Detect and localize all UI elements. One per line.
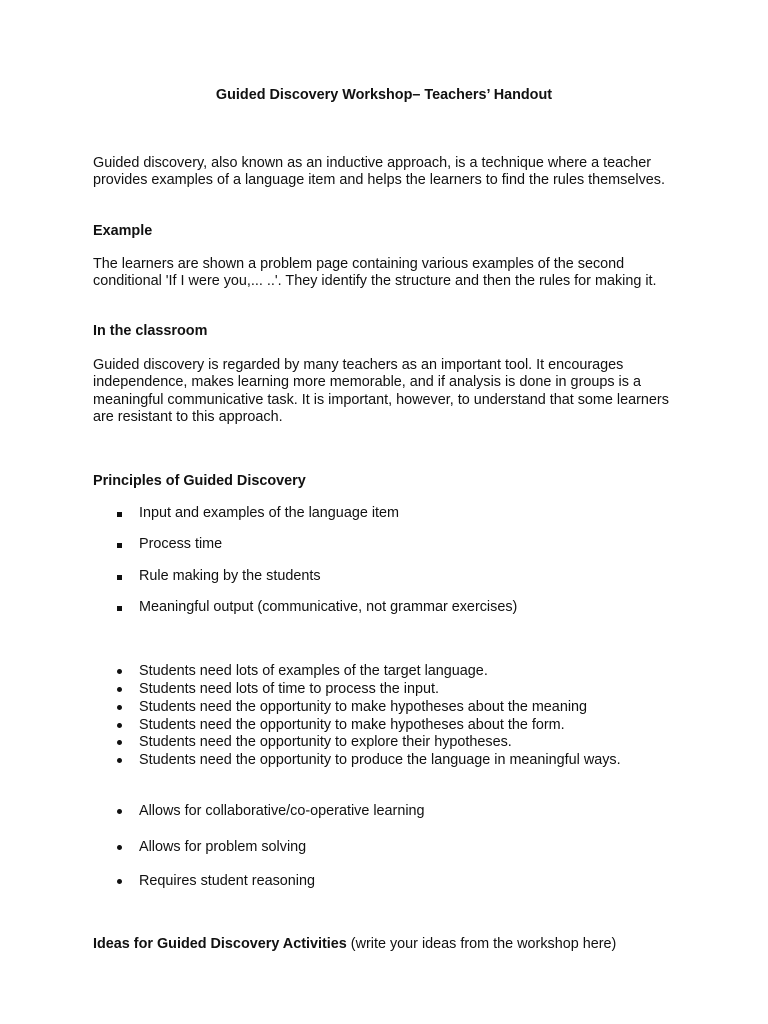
round-bullet-icon — [117, 669, 122, 674]
page-title: Guided Discovery Workshop– Teachers’ Handout — [215, 87, 553, 103]
principles-heading: Principles of Guided Discovery — [93, 473, 306, 489]
classroom-heading: In the classroom — [93, 323, 208, 339]
round-bullet-icon — [117, 740, 122, 745]
round-bullet-icon — [117, 687, 122, 692]
square-bullet-icon — [117, 543, 122, 548]
round-bullet-icon — [117, 705, 122, 710]
round-bullet-icon — [117, 879, 122, 884]
ideas-line — [93, 936, 616, 952]
square-bullet-icon — [117, 512, 122, 517]
round-bullet-icon — [117, 809, 122, 814]
round-bullet-icon — [117, 723, 122, 728]
example-heading: Example — [93, 223, 153, 239]
example-paragraph: The learners are shown a problem page containing various examples of the second conditional 'If I were you,... ..'. They identify the structure and then the rules for making it. — [93, 256, 657, 290]
ideas-note: (write your ideas from the workshop here) — [346, 936, 617, 952]
classroom-paragraph: Guided discovery is regarded by many teachers as an important tool. It encourages independence, makes learning more memorable, and if analysis is done in groups is a meaningful communicative task. It is important, however, to understand that some learners are resistant to this approach. — [93, 357, 669, 425]
round-bullet-icon — [117, 845, 122, 850]
square-bullet-icon — [117, 606, 122, 611]
intro-paragraph: Guided discovery, also known as an inductive approach, is a technique where a teacher provides examples of a language item and helps the learners to find the rules themselves. — [93, 155, 665, 189]
ideas-heading: Ideas for Guided Discovery Activities — [93, 936, 347, 952]
round-bullet-icon — [117, 758, 122, 763]
square-bullet-icon — [117, 575, 122, 580]
handout-page: Guided Discovery Workshop– Teachers’ Handout Guided discovery, also known as an inductive approach, is a technique where a teacher provides examples of a language item and helps the learners to find the rules themselves. Example The learners are shown a problem page containing various examples of the second conditional 'If I were you,... ..'. They identify the structure and then the rules for making it. In the classroom Guided discovery is regarded by many teachers as an important tool. It encourages independence, makes learning more memorable, and if analysis is done in groups is a meaningful communicative task. It is important, however, to understand that some learners are resistant to this approach. Principles of Guided Discovery Input and examples of the language item Process time Rule making by the students Meaningful output (communicative, not grammar exercises) Students need lots of examples of the target language. Students need lots of time to process the input. Students need the opportunity to make hypotheses about the meaning Students need the opportunity to make hypotheses about the form. Students need the opportunity to explore their hypotheses. Students need the opportunity to produce the language in meaningful ways. Allows for collaborative/co-operative learning Allows for problem solving Requires student reasoning Ideas for Guided Discovery Activities (write your ideas from the workshop here) — [0, 0, 768, 1024]
